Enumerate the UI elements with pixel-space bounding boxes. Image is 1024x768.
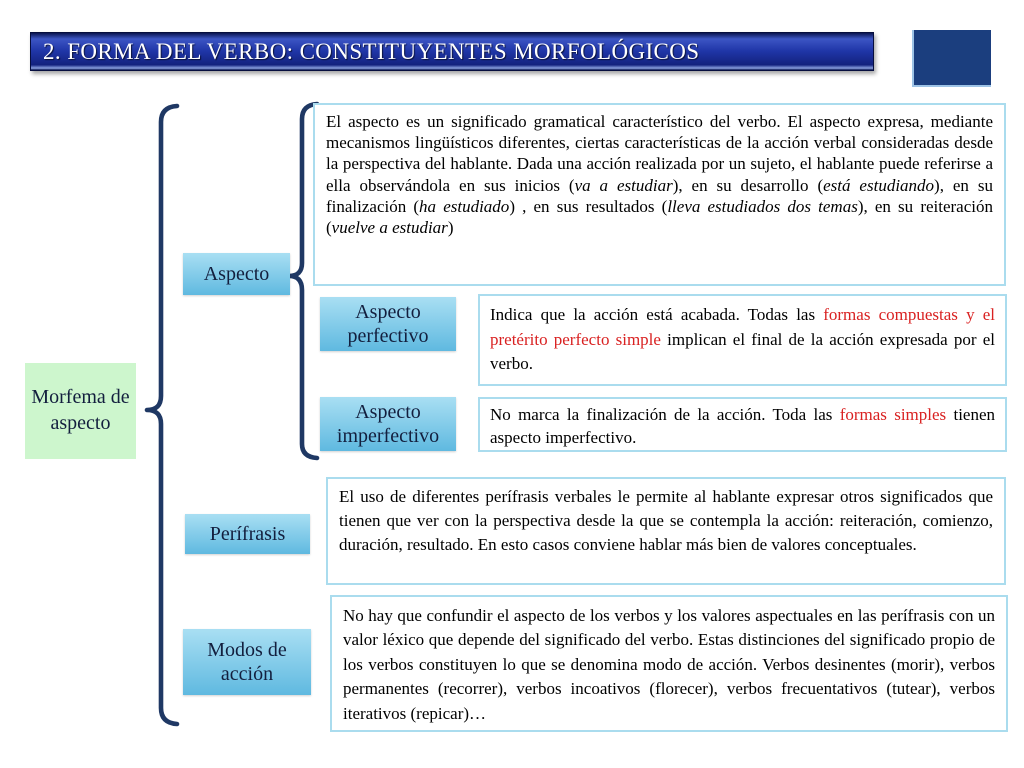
aspecto-description-box: El aspecto es un significado gramatical característico del verbo. El aspecto expresa, mediante mecanismos lingüísticos diferentes, ciertas características de la acción verbal consideradas desde la perspectiva del hablante. Dada una acción realizada por un sujeto, el hablante puede referirse a ella observándola en sus inicios (va a estudiar), en su desarrollo (está estudiando), en su finalización (ha estudiado) , en sus resultados (lleva estudiados dos temas), en su reiteración (vuelve a estudiar) xyxy=(313,103,1006,286)
title-bar xyxy=(30,32,874,71)
corner-decorative-square xyxy=(912,30,991,87)
perfectivo-description-box: Indica que la acción está acabada. Todas las formas compuestas y el pretérito perfecto simple implican el final de la acción expresada por el verbo. xyxy=(478,294,1007,386)
morfema-brace-icon xyxy=(147,106,177,724)
node-aspecto: Aspecto xyxy=(183,253,290,295)
node-aspecto-perfectivo: Aspecto perfectivo xyxy=(320,297,456,351)
node-aspecto-imperfectivo: Aspecto imperfectivo xyxy=(320,397,456,451)
perifrasis-description-box: El uso de diferentes perífrasis verbales le permite al hablante expresar otros significados que tienen que ver con la perspectiva desde la que se contempla la acción: reiteración, comienzo, duración, resultado. En esto casos conviene hablar más bien de valores conceptuales. xyxy=(326,477,1006,585)
imperfectivo-description-box: No marca la finalización de la acción. Toda las formas simples tienen aspecto imperfectivo. xyxy=(478,397,1007,452)
node-perifrasis: Perífrasis xyxy=(185,514,310,554)
node-modos-de-accion: Modos de acción xyxy=(183,629,311,695)
node-morfema-de-aspecto: Morfema de aspecto xyxy=(25,363,136,459)
modos-description-box: No hay que confundir el aspecto de los verbos y los valores aspectuales en las perífrasis con un valor léxico que depende del significado del verbo. Estas distinciones del significado propio de los verbos constituyen lo que se denomina modo de acción. Verbos desinentes (morir), verbos permanentes (recorrer), verbos incoativos (florecer), verbos frecuentativos (tutear), verbos iterativos (repicar)… xyxy=(330,595,1008,732)
page-title: 2. FORMA DEL VERBO: CONSTITUYENTES MORFOLÓGICOS xyxy=(43,38,700,64)
